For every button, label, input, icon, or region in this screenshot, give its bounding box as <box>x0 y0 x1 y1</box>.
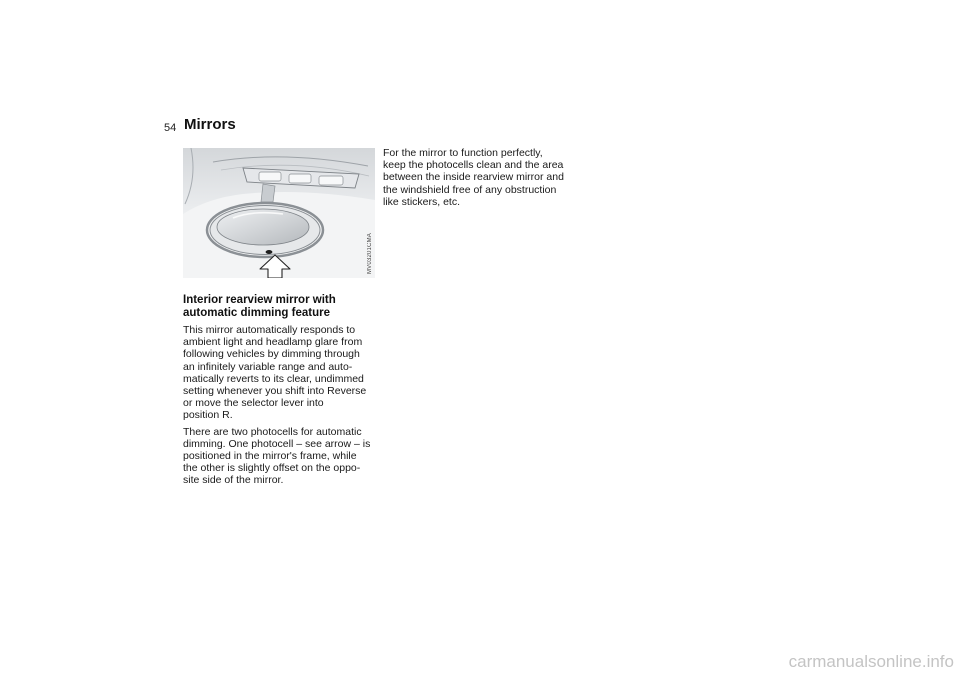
mirror-illustration <box>183 148 375 278</box>
paragraph-maintenance: For the mirror to function perfectly, keep the photocells clean and the area between the inside rearview mirror and the windshield free of any obstruction like stickers, etc. <box>383 147 564 208</box>
paragraph-photocells: There are two photocells for automatic dimming. One photocell – see arrow – is positioned in the mirror's frame, while the other is slightly offset on the oppo- site side of the mirror. <box>183 425 371 487</box>
page-number: 54 <box>164 122 177 134</box>
figure-code: MV03201CMA <box>367 232 373 274</box>
paragraph-auto-dimming: This mirror automatically responds to ambient light and headlamp glare from following vehicles by dimming through an infinitely variable range and auto- matically reverts to its clear, undimmed setting whenever you shift into Reverse or move the selector lever into position R. <box>183 324 367 422</box>
watermark: carmanualsonline.info <box>788 652 954 671</box>
arrow-up-icon <box>260 255 290 278</box>
section-body <box>183 324 383 491</box>
section-heading: Interior rearview mirror with automatic dimming feature <box>183 294 336 319</box>
mirror-icon <box>183 148 375 278</box>
page-title: Mirrors <box>184 116 236 133</box>
right-column <box>383 147 583 212</box>
